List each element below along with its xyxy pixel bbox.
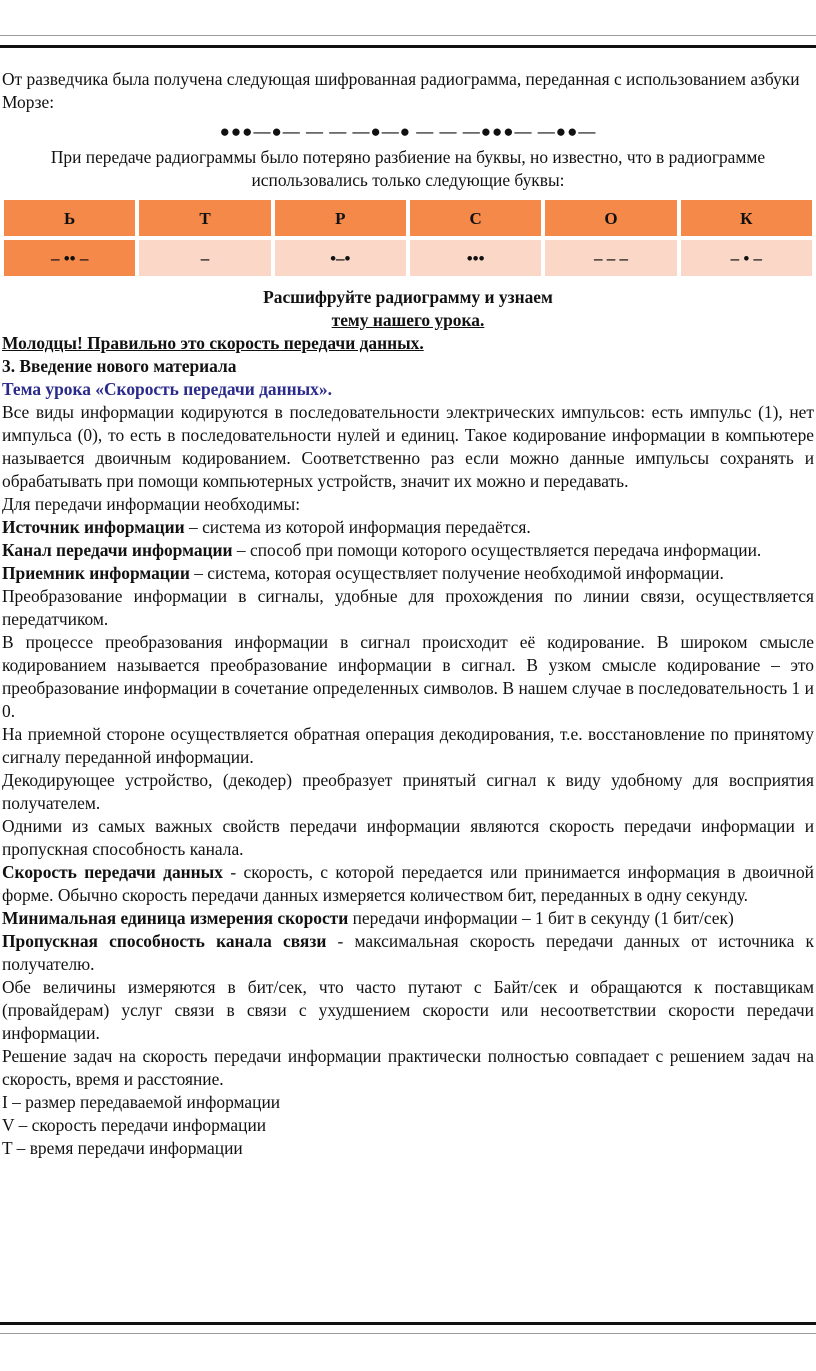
term-text: – система из которой информация передаётся. bbox=[184, 517, 531, 537]
paragraph-3: Преобразование информации в сигналы, удобные для прохождения по линии связи, осуществляется передатчиком. bbox=[2, 586, 814, 629]
term: Минимальная единица измерения скорости bbox=[2, 908, 349, 928]
term-text: передачи информации – 1 бит в секунду (1 бит/сек) bbox=[348, 908, 734, 928]
paragraph-8: Обе величины измеряются в бит/сек, что часто путают с Байт/сек и обращаются к поставщикам (провайдерам) услуг связи в связи с ухудшением скорости или несоответствии скорости передачи информации. bbox=[2, 977, 814, 1043]
paragraph-6: Декодирующее устройство, (декодер) преобразует принятый сигнал к виду удобному для восприятия получателем. bbox=[2, 770, 814, 813]
code-cell: ••• bbox=[410, 240, 541, 276]
letter-cell: Р bbox=[275, 200, 406, 236]
letters-row bbox=[4, 200, 812, 236]
task-line-2: тему нашего урока. bbox=[331, 310, 485, 330]
paragraph-5: На приемной стороне осуществляется обратная операция декодирования, т.е. восстановление по принятому сигналу переданной информации. bbox=[2, 724, 814, 767]
definition-channel bbox=[2, 539, 814, 562]
top-rule-thin bbox=[0, 35, 816, 36]
variable-v: V – скорость передачи информации bbox=[2, 1115, 267, 1135]
definition-capacity bbox=[2, 930, 814, 976]
intro-text: От разведчика была получена следующая шифрованная радиограмма, переданная с использованием азбуки Морзе: bbox=[2, 69, 800, 112]
term: Приемник информации bbox=[2, 563, 190, 583]
definition-source bbox=[2, 516, 814, 539]
codes-row bbox=[4, 240, 812, 276]
letter-cell: С bbox=[410, 200, 541, 236]
document-body bbox=[2, 68, 814, 1160]
paragraph-9: Решение задач на скорость передачи информации практически полностью совпадает с решением задач на скорость, время и расстояние. bbox=[2, 1046, 814, 1089]
term-text: - максимальная скорость передачи данных от источника к получателю. bbox=[2, 931, 814, 974]
definition-min-unit bbox=[2, 907, 814, 930]
letter-cell: Т bbox=[139, 200, 270, 236]
top-rule-thick bbox=[0, 45, 816, 48]
term: Канал передачи информации bbox=[2, 540, 233, 560]
term: Источник информации bbox=[2, 517, 185, 537]
paragraph-1: Все виды информации кодируются в последовательности электрических импульсов: есть импульс (1), нет импульса (0), то есть в последовательности нулей и единиц. Такое кодирование информации в компьютере называется двоичным кодированием. Соответственно раз если можно данные импульсы сохранять и обрабатывать при помощи компьютерных устройств, значит их можно и передавать. bbox=[2, 402, 814, 491]
morse-message: ●●●—●— — — —●—● — — —●●●— —●●— bbox=[219, 122, 597, 141]
paragraph-7: Одними из самых важных свойств передачи информации являются скорость передачи информации и пропускная способность канала. bbox=[2, 816, 814, 859]
paragraph-4: В процессе преобразования информации в сигнал происходит её кодирование. В широком смысле кодированием называется преобразование информации в сигнал. В узком смысле кодирование – это преобразование информации в сочетание определенных символов. В нашем случае в последовательность 1 и 0. bbox=[2, 632, 814, 721]
code-cell: – • – bbox=[681, 240, 812, 276]
variable-t: T – время передачи информации bbox=[2, 1138, 243, 1158]
bottom-rule-thick bbox=[0, 1322, 816, 1325]
answer-line: Молодцы! Правильно это скорость передачи данных. bbox=[2, 333, 424, 353]
letter-cell: О bbox=[545, 200, 676, 236]
morse-table bbox=[0, 196, 816, 280]
term: Скорость передачи данных bbox=[2, 862, 223, 882]
task-line-1: Расшифруйте радиограмму и узнаем bbox=[263, 287, 553, 307]
letter-cell: К bbox=[681, 200, 812, 236]
term: Пропускная способность канала связи bbox=[2, 931, 327, 951]
variable-i: I – размер передаваемой информации bbox=[2, 1092, 281, 1112]
paragraph-2: Для передачи информации необходимы: bbox=[2, 494, 301, 514]
term-text: – система, которая осуществляет получение необходимой информации. bbox=[189, 563, 724, 583]
definition-speed bbox=[2, 861, 814, 907]
code-cell: – bbox=[139, 240, 270, 276]
loss-note: При передаче радиограммы было потеряно разбиение на буквы, но известно, что в радиограмме использовались только следующие буквы: bbox=[50, 147, 766, 190]
code-cell: – •• – bbox=[4, 240, 135, 276]
section-heading: 3. Введение нового материала bbox=[2, 356, 237, 376]
lesson-topic: Тема урока «Скорость передачи данных». bbox=[2, 379, 332, 399]
code-cell: •–• bbox=[275, 240, 406, 276]
term-text: – способ при помощи которого осуществляется передача информации. bbox=[232, 540, 762, 560]
term-text: - скорость, с которой передается или принимается информация в двоичной форме. Обычно скорость передачи данных измеряется количеством бит, переданных в одну секунду. bbox=[2, 862, 814, 905]
letter-cell: Ь bbox=[4, 200, 135, 236]
code-cell: – – – bbox=[545, 240, 676, 276]
definition-receiver bbox=[2, 562, 814, 585]
bottom-rule-thin bbox=[0, 1333, 816, 1334]
